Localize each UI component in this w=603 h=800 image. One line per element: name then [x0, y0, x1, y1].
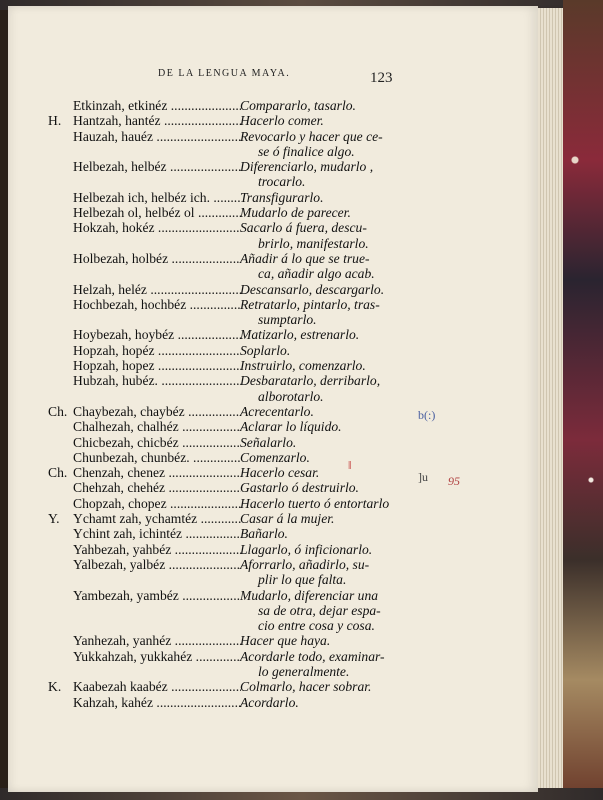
entry-word: Chunbezah, chunbéz. ..... [73, 450, 241, 465]
book-page [8, 6, 538, 792]
entry-word: Chehzah, chehéz ..... [73, 480, 241, 495]
entry-word: Hokzah, hokéz ..... [73, 220, 241, 235]
entry-row [8, 404, 538, 419]
entry-word: Yanhezah, yanhéz ..... [73, 633, 241, 648]
page-number: 123 [370, 70, 393, 86]
entry-row [8, 419, 538, 434]
entry-definition: Llagarlo, ó inficionarlo. [240, 541, 373, 557]
entry-row [8, 664, 538, 679]
entry-definition: Retratarlo, pintarlo, tras- [240, 296, 380, 312]
entry-word: Kaabezah kaabéz ..... [73, 679, 241, 694]
entry-word: Yahbezah, yahbéz ..... [73, 542, 241, 557]
entry-row [8, 633, 538, 648]
entry-definition: Revocarlo y hacer que ce- [240, 128, 383, 144]
entry-definition: Transfigurarlo. [240, 189, 324, 205]
entry-word: Chalhezah, chalhéz ..... [73, 419, 241, 434]
entry-definition-continued: se ó finalice algo. [258, 143, 355, 159]
entry-definition: Sacarlo á fuera, descu- [240, 220, 367, 236]
entry-row [8, 496, 538, 511]
entry-row [8, 312, 538, 327]
entry-letter: H. [48, 113, 62, 129]
entry-row [8, 603, 538, 618]
entry-definition-continued: lo generalmente. [258, 663, 350, 679]
entry-definition: Instruirlo, comenzarlo. [240, 358, 366, 374]
marginal-note-95: 95 [448, 474, 460, 488]
entry-definition: Mudarlo, diferenciar una [240, 587, 379, 603]
entry-definition: Acrecentarlo. [240, 403, 314, 419]
entry-word: Chopzah, chopez ..... [73, 496, 241, 511]
entry-word: Helbezah ich, helbéz ich. ..... [73, 190, 241, 205]
entry-word: Helbezah ol, helbéz ol ..... [73, 205, 241, 220]
entry-definition: Matizarlo, estrenarlo. [240, 327, 360, 343]
entry-row [8, 236, 538, 251]
entry-definition: Desbaratarlo, derribarlo, [240, 373, 381, 389]
entry-row [8, 251, 538, 266]
entry-row [8, 588, 538, 603]
dictionary-entries [8, 98, 538, 710]
entry-word: Hauzah, hauéz ..... [73, 129, 241, 144]
entry-row [8, 144, 538, 159]
entry-word: Holbezah, holbéz ..... [73, 251, 241, 266]
entry-definition-continued: cio entre cosa y cosa. [258, 618, 375, 634]
entry-word: Etkinzah, etkinéz ..... [73, 98, 241, 113]
entry-row [8, 572, 538, 587]
entry-row [8, 358, 538, 373]
entry-word: Ychamt zah, ychamtéz ..... [73, 511, 241, 526]
entry-word: Chenzah, chenez ..... [73, 465, 241, 480]
marbled-endpaper [563, 0, 603, 800]
entry-definition: Acordarle todo, examinar- [240, 648, 385, 664]
entry-definition-continued: plir lo que falta. [258, 572, 347, 588]
entry-definition: Hacerlo cesar. [240, 465, 320, 481]
entry-row [8, 373, 538, 388]
entry-word: Helbezah, helbéz ..... [73, 159, 241, 174]
entry-word: Yalbezah, yalbéz ..... [73, 557, 241, 572]
entry-letter: K. [48, 679, 62, 695]
entry-row [8, 557, 538, 572]
entry-definition: Diferenciarlo, mudarlo , [240, 159, 374, 175]
entry-definition: Gastarlo ó destruirlo. [240, 480, 359, 496]
entry-word: Hoybezah, hoybéz ..... [73, 327, 241, 342]
entry-word: Yukkahzah, yukkahéz ..... [73, 649, 241, 664]
entry-row [8, 282, 538, 297]
entry-row [8, 266, 538, 281]
entry-row [8, 98, 538, 113]
entry-definition: Casar á la mujer. [240, 511, 335, 527]
entry-definition: Acordarlo. [240, 694, 299, 710]
red-mark: ‖ [348, 458, 352, 472]
entry-letter: Y. [48, 511, 60, 527]
entry-definition-continued: ca, añadir algo acab. [258, 266, 375, 282]
entry-letter: Ch. [48, 403, 68, 419]
entry-definition-continued: sa de otra, dejar espa- [258, 602, 381, 618]
entry-row [8, 542, 538, 557]
entry-word: Helzah, heléz ..... [73, 282, 241, 297]
entry-row [8, 695, 538, 710]
marginal-note-b: b(:) [418, 408, 436, 422]
entry-definition: Señalarlo. [240, 434, 297, 450]
entry-word: Hopzah, hopéz ..... [73, 343, 241, 358]
entry-definition: Hacer que haya. [240, 633, 331, 649]
entry-row [8, 389, 538, 404]
entry-row [8, 649, 538, 664]
entry-row [8, 618, 538, 633]
entry-definition: Soplarlo. [240, 342, 291, 358]
entry-definition: Comenzarlo. [240, 449, 310, 465]
entry-definition: Añadir á lo que se true- [240, 250, 370, 266]
entry-word: Chaybezah, chaybéz ..... [73, 404, 241, 419]
entry-row [8, 297, 538, 312]
entry-row [8, 129, 538, 144]
entry-definition: Hacerlo tuerto ó entortarlo [240, 495, 390, 511]
entry-row [8, 511, 538, 526]
entry-row [8, 435, 538, 450]
entry-word: Hantzah, hantéz ..... [73, 113, 241, 128]
entry-word: Ychint zah, ichintéz ..... [73, 526, 241, 541]
running-title: DE LA LENGUA MAYA. [158, 68, 291, 79]
entry-row [8, 450, 538, 465]
entry-row [8, 343, 538, 358]
entry-word: Yambezah, yambéz ..... [73, 588, 241, 603]
entry-row [8, 679, 538, 694]
marginal-note-u: ]u [418, 470, 428, 484]
entry-definition-continued: alborotarlo. [258, 388, 324, 404]
entry-word: Hochbezah, hochbéz ..... [73, 297, 241, 312]
entry-definition: Descansarlo, descargarlo. [240, 281, 385, 297]
entry-row [8, 205, 538, 220]
entry-word: Kahzah, kahéz ..... [73, 695, 241, 710]
entry-row [8, 327, 538, 342]
entry-row [8, 174, 538, 189]
entry-definition: Colmarlo, hacer sobrar. [240, 679, 372, 695]
entry-definition: Aforrarlo, añadirlo, su- [240, 556, 370, 572]
entry-row [8, 113, 538, 128]
entry-definition: Compararlo, tasarlo. [240, 98, 356, 113]
entry-word: Hubzah, hubéz. ..... [73, 373, 241, 388]
entry-definition: Bañarlo. [240, 526, 288, 542]
entry-row [8, 190, 538, 205]
entry-word: Chicbezah, chicbéz ..... [73, 435, 241, 450]
entry-definition-continued: sumptarlo. [258, 312, 317, 328]
entry-definition-continued: brirlo, manifestarlo. [258, 235, 369, 251]
entry-row [8, 526, 538, 541]
entry-word: Hopzah, hopez ..... [73, 358, 241, 373]
entry-letter: Ch. [48, 465, 68, 481]
entry-definition: Hacerlo comer. [240, 113, 324, 129]
entry-definition: Aclarar lo líquido. [240, 419, 342, 435]
entry-definition-continued: trocarlo. [258, 174, 306, 190]
entry-row [8, 220, 538, 235]
entry-definition: Mudarlo de parecer. [240, 205, 351, 221]
entry-row [8, 159, 538, 174]
